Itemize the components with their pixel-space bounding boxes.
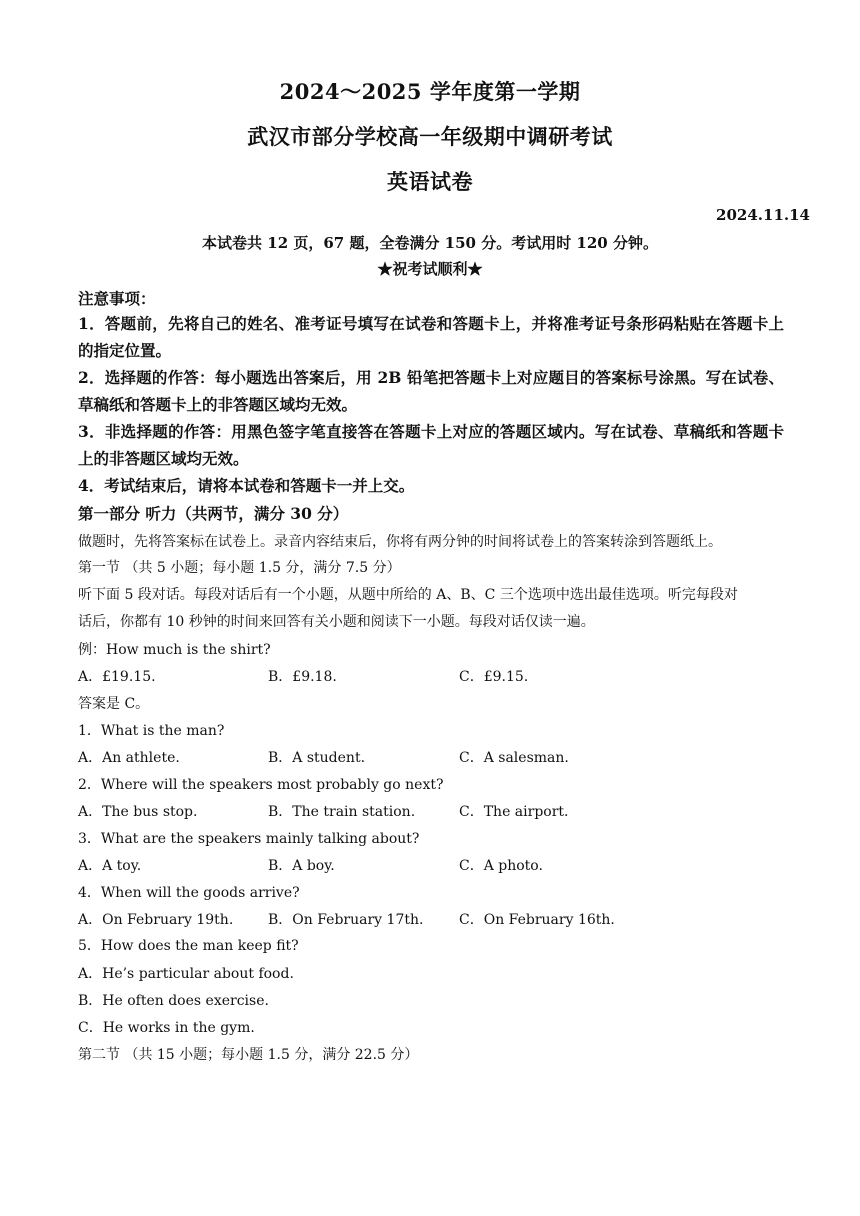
example-option-c: C．£9.15. xyxy=(459,669,529,685)
question-2: 2．Where will the speakers most probably go next? xyxy=(78,777,444,793)
question-3: 3．What are the speakers mainly talking about? xyxy=(78,831,420,847)
question-2-option-a: A．The bus stop. xyxy=(78,804,198,820)
exam-subject-title: 英语试卷 xyxy=(387,169,473,194)
question-1-options xyxy=(78,747,778,767)
example-option-b: B．£9.18. xyxy=(268,669,337,685)
part1-heading: 第一部分 听力（共两节，满分 30 分） xyxy=(78,504,349,523)
question-1-option-c: C．A salesman. xyxy=(459,750,569,766)
section1-instruction-line2: 话后，你都有 10 秒钟的时间来回答有关小题和阅读下一小题。每段对话仅读一遍。 xyxy=(78,614,595,630)
question-3-option-a: A．A toy. xyxy=(78,858,142,874)
question-1: 1．What is the man? xyxy=(78,723,225,739)
question-1-option-b: B．A student. xyxy=(268,750,366,766)
question-3-options xyxy=(78,855,778,875)
notice-item-4: 4．考试结束后，请将本试卷和答题卡一并上交。 xyxy=(78,476,415,495)
exam-school-title: 武汉市部分学校高一年级期中调研考试 xyxy=(247,124,613,149)
section2-heading: 第二节 （共 15 小题；每小题 1.5 分，满分 22.5 分） xyxy=(78,1047,419,1063)
question-2-option-b: B．The train station. xyxy=(268,804,416,820)
question-4-option-b: B．On February 17th. xyxy=(268,912,424,928)
exam-date: 2024.11.14 xyxy=(716,206,810,224)
question-4: 4．When will the goods arrive? xyxy=(78,885,300,901)
section1-heading: 第一节 （共 5 小题；每小题 1.5 分，满分 7.5 分） xyxy=(78,560,401,576)
exam-wish: ★祝考试顺利★ xyxy=(377,260,483,278)
question-2-options xyxy=(78,801,778,821)
example-question: 例：How much is the shirt? xyxy=(78,642,271,658)
question-2-option-c: C．The airport. xyxy=(459,804,569,820)
exam-summary: 本试卷共 12 页，67 题，全卷满分 150 分。考试用时 120 分钟。 xyxy=(202,234,658,252)
question-3-option-b: B．A boy. xyxy=(268,858,335,874)
notice-heading: 注意事项： xyxy=(78,289,156,308)
question-1-option-a: A．An athlete. xyxy=(78,750,180,766)
section1-instruction-line1: 听下面 5 段对话。每段对话后有一个小题，从题中所给的 A、B、C 三个选项中选出最佳选项。听完每段对 xyxy=(78,587,738,603)
question-5-option-c: C．He works in the gym. xyxy=(78,1020,255,1036)
question-4-options xyxy=(78,909,778,929)
question-5: 5．How does the man keep fit? xyxy=(78,938,299,954)
question-4-option-c: C．On February 16th. xyxy=(459,912,615,928)
notice-item-2: 2．选择题的作答：每小题选出答案后，用 2B 铅笔把答题卡上对应题目的答案标号涂黑。写在试卷、草稿纸和答题卡上的非答题区域均无效。 xyxy=(78,368,784,414)
example-options xyxy=(78,666,778,686)
notice-item-3: 3．非选择题的作答：用黑色签字笔直接答在答题卡上对应的答题区域内。写在试卷、草稿纸和答题卡上的非答题区域均无效。 xyxy=(78,422,784,468)
exam-year-title: 2024～2025 学年度第一学期 xyxy=(279,79,581,104)
example-option-a: A．£19.15. xyxy=(78,669,156,685)
part1-instruction: 做题时，先将答案标在试卷上。录音内容结束后，你将有两分钟的时间将试卷上的答案转涂到答题纸上。 xyxy=(78,534,722,550)
example-answer: 答案是 C。 xyxy=(78,696,150,712)
question-5-option-b: B．He often does exercise. xyxy=(78,993,269,1009)
question-5-option-a: A．He’s particular about food. xyxy=(78,966,294,982)
question-3-option-c: C．A photo. xyxy=(459,858,543,874)
question-4-option-a: A．On February 19th. xyxy=(78,912,234,928)
notice-item-1: 1．答题前，先将自己的姓名、准考证号填写在试卷和答题卡上，并将准考证号条形码粘贴在答题卡上的指定位置。 xyxy=(78,314,784,360)
